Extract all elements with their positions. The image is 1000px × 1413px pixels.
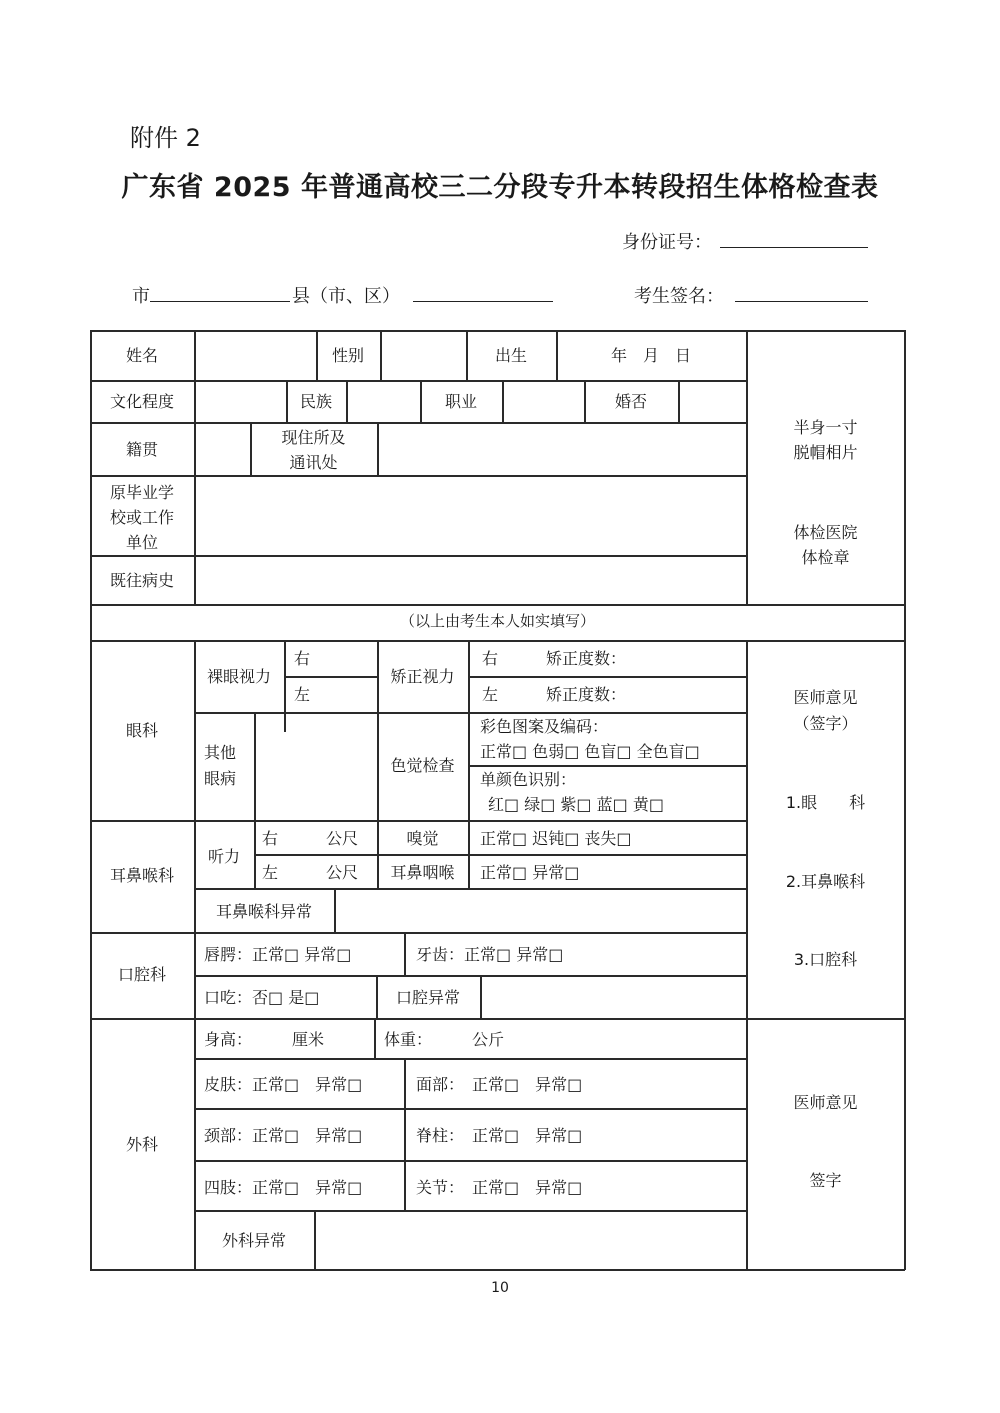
- oral-abnormal-label: 口腔异常: [395, 988, 460, 1007]
- smell-options[interactable]: 正常□ 迟钝□ 丧失□: [480, 829, 632, 848]
- surgery-section-label: 外科: [125, 1135, 158, 1154]
- education-label: 文化程度: [109, 392, 174, 411]
- signature-field[interactable]: [735, 301, 868, 302]
- eye-section-label: 眼科: [125, 721, 158, 740]
- nose-throat-options[interactable]: 正常□ 异常□: [480, 863, 580, 882]
- weight-field[interactable]: 体重： 公斤: [384, 1030, 505, 1049]
- ent-abnormal-label: 耳鼻喉科异常: [215, 902, 312, 921]
- physical-exam-form: [90, 330, 905, 1270]
- neck-options[interactable]: 颈部：正常□ 异常□: [204, 1126, 363, 1145]
- other-eye-label-2: 眼病: [204, 769, 237, 788]
- face-options[interactable]: 面部： 正常□ 异常□: [416, 1075, 583, 1094]
- id-number-label: 身份证号：: [622, 232, 712, 253]
- naked-vision-label: 裸眼视力: [206, 667, 271, 686]
- stamp-label-2: 体检章: [801, 548, 850, 567]
- height-field[interactable]: 身高： 厘米: [204, 1030, 325, 1049]
- county-field[interactable]: [413, 301, 553, 302]
- id-number-field[interactable]: [720, 247, 868, 248]
- doctor-opinion-label: 医师意见: [793, 688, 858, 707]
- native-place-label: 籍贯: [125, 440, 158, 459]
- attachment-label: 附件 2: [130, 124, 201, 152]
- color-vision-label: 色觉检查: [390, 756, 455, 775]
- school-label-1: 原毕业学: [109, 483, 174, 502]
- oral-section-label: 口腔科: [117, 965, 166, 984]
- nose-throat-label: 耳鼻咽喉: [390, 863, 455, 882]
- hearing-label: 听力: [207, 847, 240, 866]
- doctor-sign-label: （签字）: [793, 714, 858, 733]
- address-label-1: 现住所及: [281, 428, 346, 447]
- oral-sign-label: 3.口腔科: [793, 950, 858, 969]
- eye-sign-label: 1.眼 科: [785, 793, 866, 812]
- birth-date-field[interactable]: 年 月 日: [610, 346, 691, 365]
- name-field[interactable]: [196, 332, 314, 378]
- stutter-options[interactable]: 口吃：否□ 是□: [204, 988, 320, 1007]
- color-pattern-options[interactable]: 正常□ 色弱□ 色盲□ 全色盲□: [480, 742, 700, 761]
- mono-color-label: 单颜色识别：: [480, 770, 577, 789]
- mono-color-options[interactable]: 红□ 绿□ 紫□ 蓝□ 黄□: [488, 795, 664, 814]
- page-number: 10: [491, 1280, 509, 1296]
- other-eye-label-1: 其他: [204, 743, 237, 762]
- stamp-label-1: 体检医院: [793, 523, 858, 542]
- ent-section-label: 耳鼻喉科: [109, 866, 174, 885]
- left-correction-field[interactable]: 左 矫正度数：: [482, 685, 627, 704]
- city-field[interactable]: [150, 301, 290, 302]
- photo-label-2: 脱帽相片: [793, 443, 858, 462]
- surgery-opinion-label: 医师意见: [793, 1093, 858, 1112]
- lips-options[interactable]: 唇腭：正常□ 异常□: [204, 945, 352, 964]
- teeth-options[interactable]: 牙齿：正常□ 异常□: [416, 945, 564, 964]
- signature-label: 考生签名：: [634, 286, 724, 307]
- marital-label: 婚否: [614, 392, 647, 411]
- self-fill-note: （以上由考生本人如实填写）: [399, 612, 595, 630]
- skin-options[interactable]: 皮肤：正常□ 异常□: [204, 1075, 363, 1094]
- name-label: 姓名: [125, 346, 158, 365]
- county-label: 县（市、区）: [292, 286, 400, 307]
- joints-options[interactable]: 关节： 正常□ 异常□: [416, 1178, 583, 1197]
- right-correction-field[interactable]: 右 矫正度数：: [482, 649, 627, 668]
- smell-label: 嗅觉: [406, 829, 439, 848]
- photo-label-1: 半身一寸: [793, 418, 858, 437]
- form-title: 广东省 2025 年普通高校三二分段专升本转段招生体格检查表: [121, 172, 879, 203]
- spine-options[interactable]: 脊柱： 正常□ 异常□: [416, 1126, 583, 1145]
- surgery-abnormal-label: 外科异常: [221, 1231, 286, 1250]
- corrected-vision-label: 矫正视力: [390, 667, 455, 686]
- ent-sign-label: 2.耳鼻喉科: [785, 872, 866, 891]
- birth-label: 出生: [494, 346, 527, 365]
- hearing-left-field[interactable]: 左 公尺: [262, 863, 359, 882]
- medical-history-label: 既往病史: [109, 571, 174, 590]
- naked-left-label: 左: [294, 685, 311, 704]
- naked-right-label: 右: [294, 649, 311, 668]
- surgery-sign-label: 签字: [809, 1171, 842, 1190]
- color-pattern-label: 彩色图案及编码：: [480, 717, 609, 736]
- ethnicity-label: 民族: [299, 392, 332, 411]
- school-label-3: 单位: [125, 533, 158, 552]
- school-label-2: 校或工作: [109, 508, 174, 527]
- city-label: 市: [132, 286, 150, 307]
- address-label-2: 通讯处: [289, 453, 338, 472]
- gender-field[interactable]: [382, 332, 464, 378]
- limbs-options[interactable]: 四肢：正常□ 异常□: [204, 1178, 363, 1197]
- hearing-right-field[interactable]: 右 公尺: [262, 829, 359, 848]
- gender-label: 性别: [331, 346, 364, 365]
- occupation-label: 职业: [444, 392, 477, 411]
